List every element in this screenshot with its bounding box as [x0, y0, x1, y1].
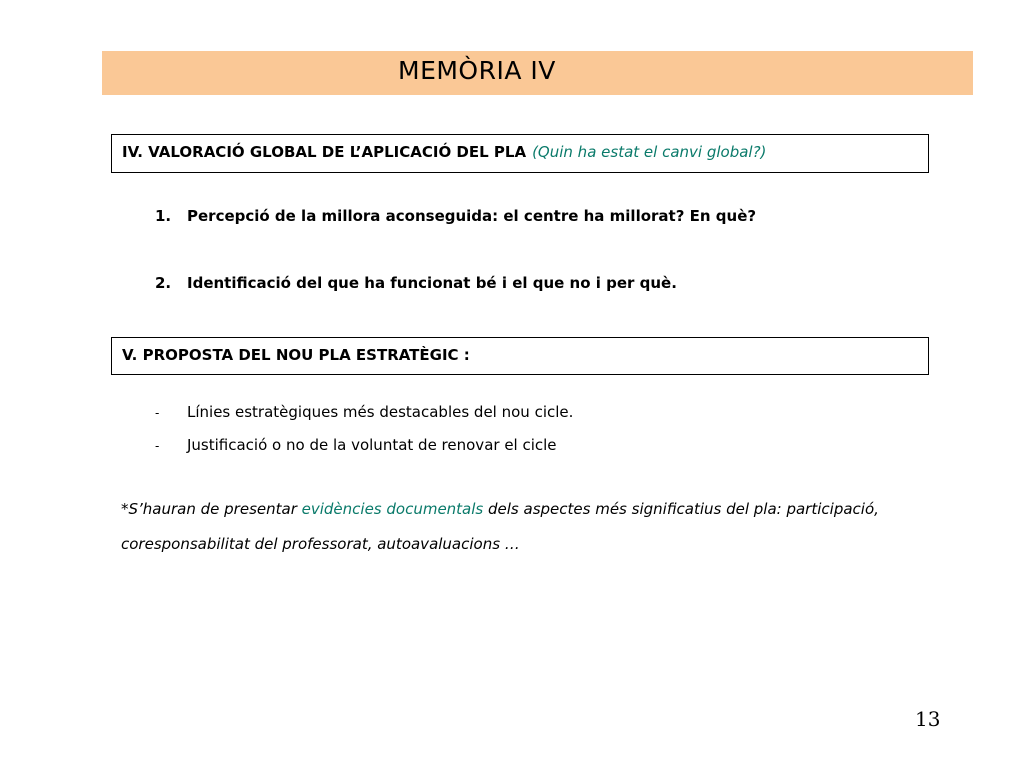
section-iv-heading: IV. VALORACIÓ GLOBAL DE L’APLICACIÓ DEL PLA: [122, 143, 527, 161]
footnote-line-2: coresponsabilitat del professorat, autoavaluacions …: [121, 535, 520, 553]
item-text: Percepció de la millora aconseguida: el centre ha millorat? En què?: [187, 207, 757, 225]
footnote-text: *S’hauran de presentar: [121, 500, 302, 518]
section-iv-note: (Quin ha estat el canvi global?): [532, 143, 767, 161]
footnote-line-1: [121, 500, 879, 518]
list-item-text: Justificació o no de la voluntat de renovar el cicle: [187, 436, 557, 454]
item-number: 2.: [155, 274, 172, 292]
slide-title: MEMÒRIA IV: [398, 56, 556, 85]
list-item: [155, 403, 573, 421]
footnote-highlight: evidències documentals: [301, 500, 484, 518]
list-item: [155, 436, 557, 454]
item-text: Identificació del que ha funcionat bé i el que no i per què.: [187, 274, 677, 292]
footnote-text: dels aspectes més significatius del pla: participació,: [483, 500, 879, 518]
section-v-box: [111, 337, 929, 375]
dash-marker: -: [155, 406, 160, 420]
list-item-text: Línies estratègiques més destacables del nou cicle.: [187, 403, 574, 421]
dash-marker: -: [155, 439, 160, 453]
section-iv-heading-row: [122, 143, 766, 161]
page-number: 13: [915, 707, 941, 731]
section-v-heading: V. PROPOSTA DEL NOU PLA ESTRATÈGIC :: [122, 346, 470, 364]
numbered-item: [155, 207, 756, 225]
numbered-item: [155, 274, 677, 292]
section-iv-box: [111, 134, 929, 173]
item-number: 1.: [155, 207, 172, 225]
